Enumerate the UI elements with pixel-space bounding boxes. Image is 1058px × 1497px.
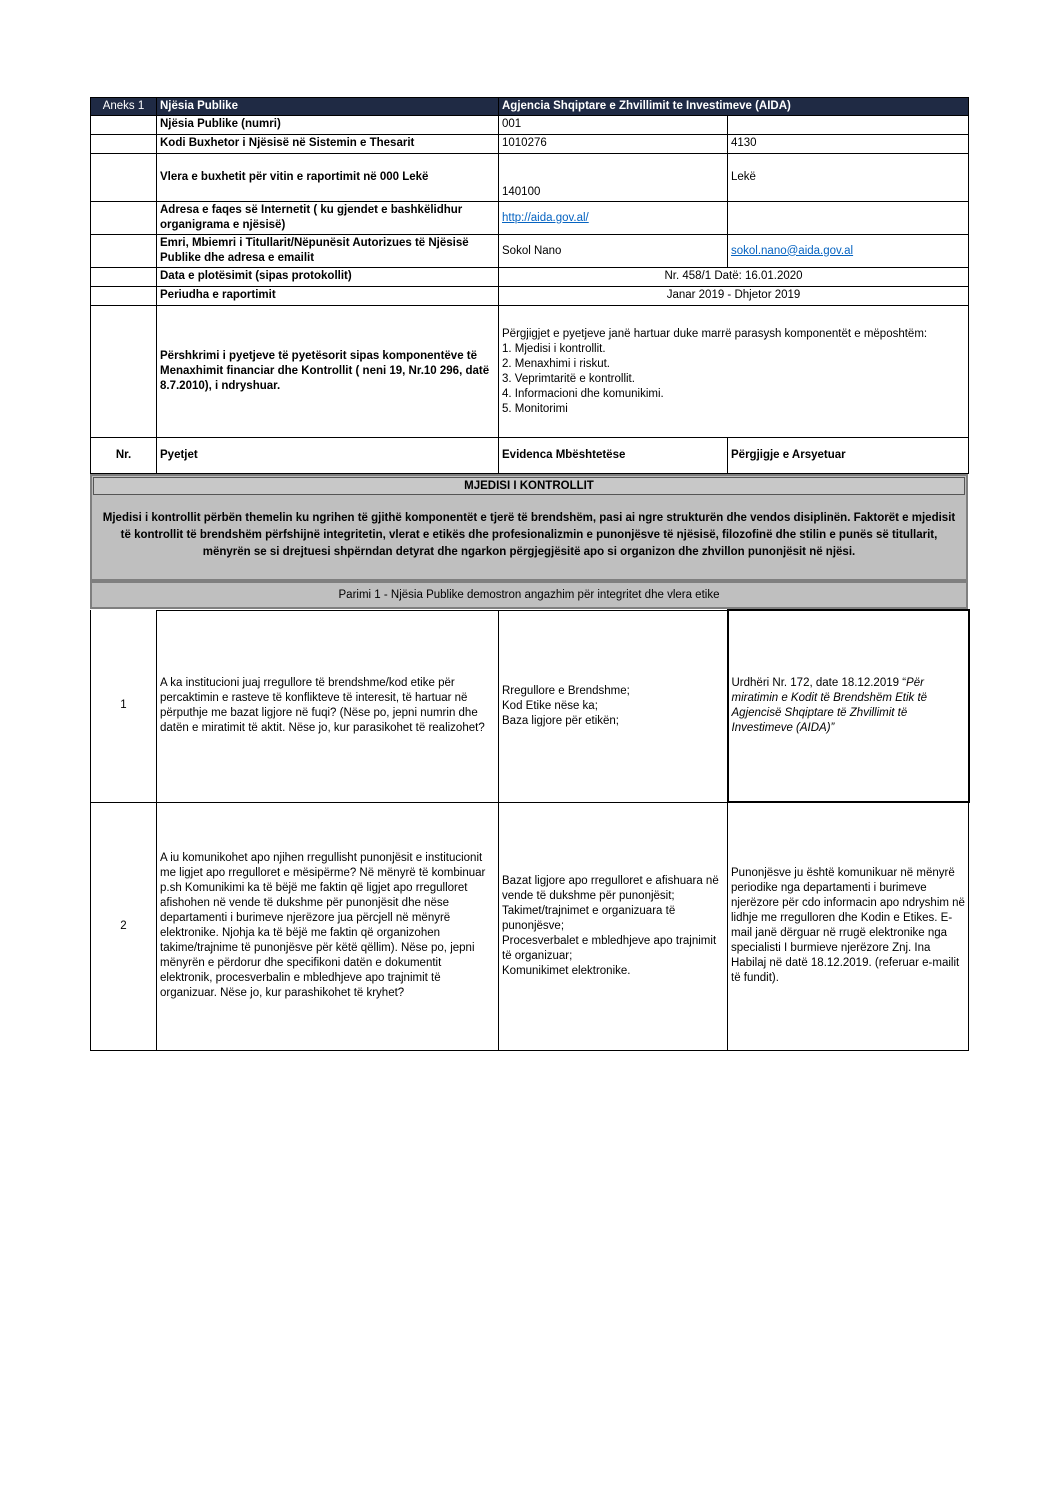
answer-text: Punonjësve ju është komunikuar në mënyrë periodike nga departamenti i burimeve njerëzore për cdo informacin apo ndryshim në lidhje me rregulloren dhe Kodin e Etikes. E-mail janë dërguar në rrugë elektronike nga specialisti I burmieve njerëzore Znj. Ina Habilaj në datë 18.12.2019. (referuar e-mailit të fundit). — [731, 867, 965, 985]
date-value: Nr. 458/1 Datë: 16.01.2020 — [499, 268, 969, 287]
question-text: A iu komunikohet apo njihen rregullisht punonjësit e institucionit me ligjet apo rregulloret e mësipërme? Në mënyrë të kombinuar p.sh Komunikimi ka të bëjë me faktin që ligjet apo rregulloret afishohen në vende të dukshme për punonjësit dhe nëse departamenti i burimeve njerëzore jua përcjell në mënyrë elektronike. Njohja ka të bëjë me faktin që organizohen takime/trajnime të punonjësve për këtë qëllim). Nëse po, jepni mënyrën e përdorur dhe specifikoni datën e dokumentit elektronik, procesverbalin e mbledhjeve apo trajnimit të organizuar. Nëse jo, kur parashikohet të kryhet? — [157, 802, 499, 1050]
evidence-item: Takimet/trajnimet e organizuara të punonjësve; — [502, 904, 676, 932]
website-link[interactable]: http://aida.gov.al/ — [502, 211, 589, 224]
info-table — [90, 97, 969, 474]
info-label: Emri, Mbiemri i Titullarit/Nëpunësit Autorizues të Njësisë Publike dhe adresa e emailit — [157, 235, 499, 268]
component-item: 3. Veprimtaritë e kontrollit. — [502, 372, 635, 385]
questions-table — [90, 609, 970, 1051]
evidence-item: Kod Etike nëse ka; — [502, 699, 598, 712]
component-item: 1. Mjedisi i kontrollit. — [502, 342, 606, 355]
period-label: Periudha e raportimit — [157, 287, 499, 306]
officer-email-link[interactable]: sokol.nano@aida.gov.al — [731, 244, 854, 257]
info-extra: 4130 — [728, 135, 969, 154]
info-extra — [728, 202, 969, 235]
date-label: Data e plotësimit (sipas protokollit) — [157, 268, 499, 287]
info-label: Kodi Buxhetor i Njësisë në Sistemin e Thesarit — [157, 135, 499, 154]
header-row — [91, 98, 969, 116]
info-row-description — [91, 306, 969, 438]
column-header-row — [91, 438, 969, 474]
answer-text: Urdhëri Nr. 172, date 18.12.2019 “ — [731, 677, 907, 689]
answer-italic-text: Për miratimin e Kodit të Brendshëm Etik të Agjencisë Shqiptare të Zhvillimit të Investimeve (AIDA)” — [731, 677, 928, 734]
evidence-item: Procesverbalet e mbledhjeve apo trajnimit të organizuar; — [502, 934, 717, 962]
section-description: Mjedisi i kontrollit përbën themelin ku ngrihen të gjithë komponentët e tjerë të brendshëm, pasi ai ngre strukturën dhe vendos disiplinën. Faktorët e mjedisit të kontrollit të brendshëm përfshijnë integritetin, vlerat e etikës dhe profesionalizmin e punonjësve të njësisë, filozofinë dhe stilin e punës së titullarit, mënyrën se si drejtuesi shpërndan detyrat dhe ngarkon përgjegjësitë apo si organizon dhe zhvillon punonjësit në njësi. — [102, 512, 956, 558]
question-number: 1 — [91, 610, 157, 802]
info-row-website — [91, 202, 969, 235]
col-header-questions: Pyetjet — [157, 438, 499, 474]
section-title: MJEDISI I KONTROLLIT — [93, 477, 965, 495]
info-label: Adresa e faqes së Internetit ( ku gjendet e bashkëlidhur organigrama e njësisë) — [157, 202, 499, 235]
info-row-unit-number — [91, 116, 969, 135]
info-row-budget-value — [91, 154, 969, 202]
info-row-budget-code — [91, 135, 969, 154]
info-label: Njësia Publike (numri) — [157, 116, 499, 135]
agency-name: Agjencia Shqiptare e Zhvillimit te Investimeve (AIDA) — [499, 98, 969, 116]
info-extra — [728, 116, 969, 135]
evidence-list — [499, 802, 728, 1050]
col-header-nr: Nr. — [91, 438, 157, 474]
col-header-evidence: Evidenca Mbështetëse — [499, 438, 728, 474]
question-text: A ka institucioni juaj rregullore të brendshme/kod etike për percaktimin e rasteve të konflikteve të interesit, të hartuar në përputhje me bazat ligjore në fuqi? (Nëse po, jepni numrin dhe datën e miratimit të aktit. Nëse jo, kur parasikohet të realizohet? — [157, 610, 499, 802]
info-row-authorizing-officer — [91, 235, 969, 268]
annex-label: Aneks 1 — [91, 98, 157, 116]
question-row — [91, 802, 969, 1050]
evidence-list — [499, 610, 728, 802]
question-number: 2 — [91, 802, 157, 1050]
info-value: 001 — [499, 116, 728, 135]
evidence-item: Rregullore e Brendshme; — [502, 684, 630, 697]
period-value: Janar 2019 - Dhjetor 2019 — [499, 287, 969, 306]
info-label: Vlera e buxhetit për vitin e raportimit në 000 Lekë — [157, 154, 499, 202]
component-item: 4. Informacioni dhe komunikimi. — [502, 387, 664, 400]
evidence-item: Baza ligjore për etikën; — [502, 714, 619, 727]
components-intro: Përgjigjet e pyetjeve janë hartuar duke marrë parasysh komponentët e mëposhtëm: — [502, 327, 928, 340]
info-value: 1010276 — [499, 135, 728, 154]
description-components — [499, 306, 969, 438]
control-environment-section — [90, 474, 968, 581]
info-extra: Lekë — [728, 154, 969, 202]
col-header-answer: Përgjigje e Arsyetuar — [728, 438, 969, 474]
component-item: 5. Monitorimi — [502, 402, 568, 415]
unit-header-label: Njësia Publike — [157, 98, 499, 116]
officer-name: Sokol Nano — [499, 235, 728, 268]
evidence-item: Komunikimet elektronike. — [502, 964, 631, 977]
question-row — [91, 610, 969, 802]
info-row-period — [91, 287, 969, 306]
component-item: 2. Menaxhimi i riskut. — [502, 357, 611, 370]
answer-cell — [728, 610, 969, 802]
answer-cell — [728, 802, 969, 1050]
principle-banner: Parimi 1 - Njësia Publike demostron angazhim për integritet dhe vlera etike — [90, 581, 968, 609]
info-value: 140100 — [499, 154, 728, 202]
info-row-date — [91, 268, 969, 287]
annex-form — [90, 97, 968, 1051]
description-label: Përshkrimi i pyetjeve të pyetësorit sipas komponentëve të Menaxhimit financiar dhe Kontrollit ( neni 19, Nr.10 296, datë 8.7.2010), i ndryshuar. — [157, 306, 499, 438]
evidence-item: Bazat ligjore apo rregulloret e afishuara në vende të dukshme për punonjësit; — [502, 874, 719, 902]
